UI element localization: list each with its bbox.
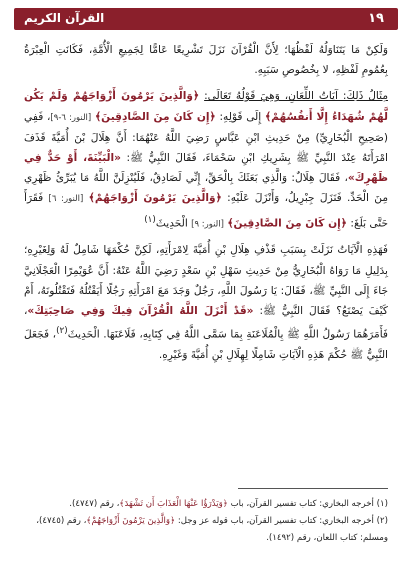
paragraph-3 — [24, 240, 388, 365]
paragraph-1 — [24, 40, 388, 80]
p3-text-c: ، فَجَعَلَ النَّبِيُّ ﷺ حُكْمَ هَذِهِ الْآيَاتِ شَامِلًا لِهِلَالِ بْنِ أُمَيَّةَ وَغَيْرِهِ. — [24, 328, 388, 361]
p2-text-f: الْحَدِيثَ — [155, 217, 188, 230]
footnote-1 — [24, 496, 388, 513]
page-header — [14, 8, 398, 30]
hadith-quote: «قَدْ أَنْزَلَ اللَّهُ الْقُرْآنَ فِيكَ وَفِي صَاحِبَتِكَ» — [27, 304, 254, 317]
verse-reference: [النور: ٩] — [191, 219, 224, 230]
footnote-verse: ﴿وَالَّذِينَ يَرْمُونَ أَزْوَاجَهُمْ﴾ — [86, 516, 176, 526]
hadith-quote: «الْبَيِّنَةَ، أَوْ حَدٌّ فِي ظَهْرِكَ» — [24, 152, 388, 185]
footnote-divider — [238, 488, 388, 489]
p2-text-c: ، فَفِي (صَحِيحِ الْبُخَارِيِّ) مِنْ حَدِيثِ ابْنِ عَبَّاسٍ رَضِيَ اللَّهُ عَنْهُمَا: أَنَّ هِلَالَ بْنَ أُمَيَّةَ قَذَفَ امْرَأَتَهُ عِنْدَ النَّبِيِّ ﷺ بِشَرِيكِ ابْنِ سَحْمَاءَ، فَقَالَ النَّبِيُّ ﷺ: — [24, 110, 388, 165]
paragraph-1-text: وَلَكِنْ مَا يَتَنَاوَلُهُ لَفْظُهَا؛ لِأَنَّ الْقُرْآنَ نَزَلَ تَشْرِيعًا عَامًّا لِجَمِيعِ الْأُمَّةِ، فَكَانَتِ الْعِبْرَةُ بِعُمُومِ لَفْظِهِ، لا بِخُصُوصِ سَبَبِهِ. — [24, 44, 388, 77]
footnotes — [24, 496, 388, 547]
footnote-2-muslim: ومسلم: كتاب اللعان، رقم (١٤٩٢). — [266, 533, 388, 543]
body-text — [24, 40, 388, 365]
footnote-2-cont — [24, 530, 388, 547]
footnote-2 — [24, 513, 388, 530]
p2-text-e: فَقَرَأَ حَتَّى بَلَغَ: — [24, 192, 388, 230]
quran-verse: ﴿إِن كَانَ مِنَ الصَّادِقِينَ﴾ — [227, 217, 348, 230]
footnote-marker[interactable]: (٢) — [56, 326, 68, 337]
p2-intro: مِثَالُ ذَلِكَ: آيَاتُ اللِّعَانِ، وَهِيَ قَوْلُهُ تَعَالَى: — [204, 90, 388, 103]
paragraph-2 — [24, 86, 388, 234]
footnote-2-number: ، رقم (٤٧٤٥)، — [36, 516, 87, 526]
p2-text-b: إِلَى قَوْلِهِ: — [219, 110, 262, 123]
quran-verse: ﴿وَالَّذِينَ يَرْمُونَ أَزْوَاجَهُمْ﴾ — [88, 192, 222, 205]
header-title: القرآن الكريم — [24, 11, 105, 25]
p3-text-a: فَهَذِهِ الْآيَاتُ نَزَلَتْ بِسَبَبِ قَذْفِ هِلَالِ بْنِ أُمَيَّةَ لِامْرَأَتِهِ، لَكِنَّ حُكْمَهَا شَامِلٌ لَهُ وَلِغَيْرِهِ؛ بِدَلِيلِ مَا رَوَاهُ الْبُخَارِيُّ مِنْ حَدِيثِ سَهْلِ بْنِ سَعْدٍ رَضِيَ اللَّهُ عَنْهُ: أَنَّ عُوَيْمِرًا الْعَجْلَانِيَّ جَاءَ إِلَى النَّبِيِّ ﷺ، فَقَالَ: يَا رَسُولَ اللَّهِ، رَجُلٌ وَجَدَ مَعَ امْرَأَتِهِ رَجُلًا أَيَقْتُلُهُ فَتَقْتُلُونَهُ، أَمْ كَيْفَ يَصْنَعُ؟ فَقَالَ النَّبِيُّ ﷺ: — [24, 244, 388, 317]
verse-reference: [النور: ٦] — [48, 194, 84, 205]
p3-text-b: ، فَأَمَرَهُمَا رَسُولُ اللَّهِ ﷺ بِالْمُلَاعَنَةِ بِمَا سَمَّى اللَّهُ فِي كِتَابِهِ، فَلَاعَنَهَا. الْحَدِيثَ — [24, 304, 389, 341]
footnote-marker[interactable]: (١) — [144, 214, 156, 225]
verse-reference: [النور: ٦-٩] — [50, 112, 92, 123]
p2-text-d: ، فَقَالَ هِلَالٌ: وَالَّذِي بَعَثَكَ بِالْحَقِّ، إِنِّي لَصَادِقٌ، فَلَيُنْزِلَنَّ اللَّهُ مَا يُبَرِّئُ ظَهْرِي مِنَ الْحَدِّ. فَنَزَلَ جِبْرِيلُ، وَأَنْزَلَ عَلَيْهِ: — [24, 172, 389, 205]
quran-verse: ﴿إِن كَانَ مِنَ الصَّادِقِينَ﴾ — [94, 110, 216, 123]
footnote-verse: ﴿وَيَدْرَؤُا عَنْهَا الْعَذَابَ أَن تَشْهَدَ﴾ — [119, 499, 228, 509]
page-number: ١٩ — [368, 11, 384, 26]
footnote-1-text: (١) أخرجه البخاري: كتاب تفسير القرآن، باب — [230, 499, 388, 509]
footnote-1-number: ، رقم (٤٧٤٧). — [69, 499, 120, 509]
footnote-2-text: (٢) أخرجه البخاري: كتاب تفسير القرآن، باب قوله عز وجل: — [177, 516, 388, 526]
quran-verse: ﴿وَالَّذِينَ يَرْمُونَ أَزْوَاجَهُمْ وَلَمْ يَكُن لَّهُمْ شُهَدَاءُ إِلَّا أَنفُسُهُمْ﴾ — [24, 90, 388, 123]
